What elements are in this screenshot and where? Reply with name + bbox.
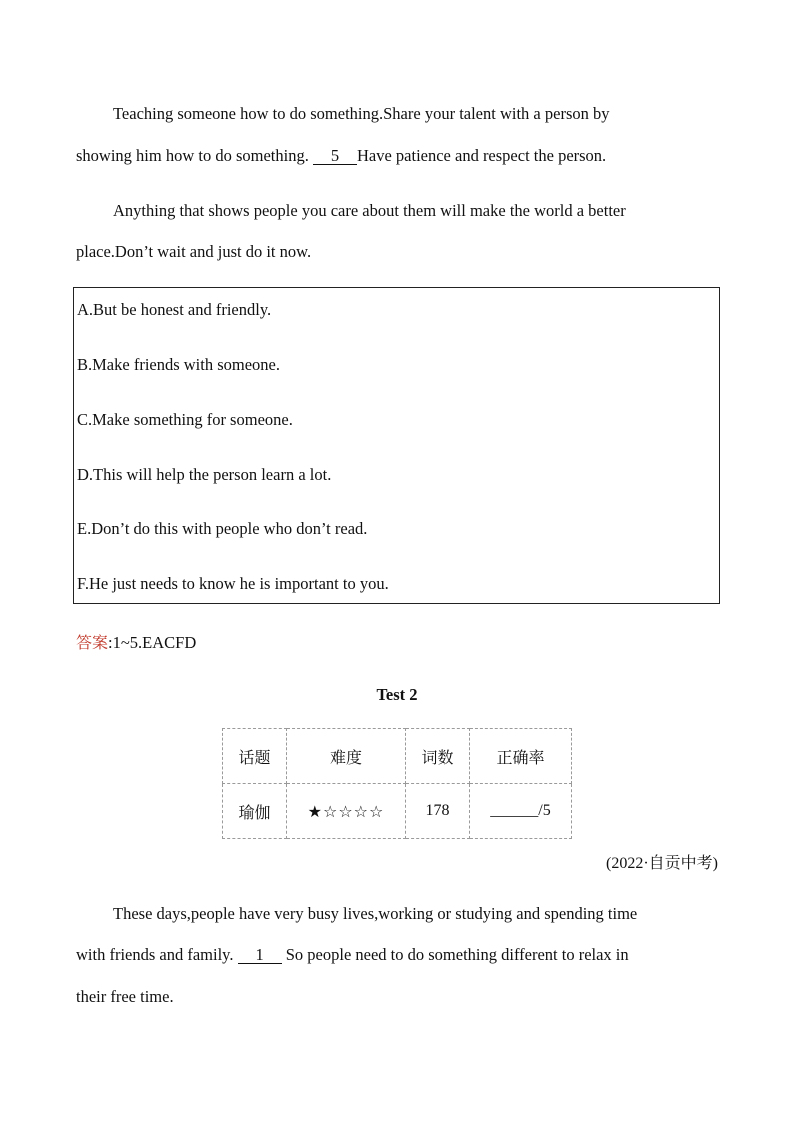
option-e: E.Don’t do this with people who don’t read. <box>77 519 368 538</box>
passage-text: Have patience and respect the person. <box>356 146 607 165</box>
passage-text: So people need to do something different to relax in <box>281 945 629 964</box>
answer-value: :1~5.EACFD <box>108 633 197 652</box>
difficulty-stars: ★☆☆☆☆ <box>287 784 406 839</box>
passage-line: Anything that shows people you care about them will make the world a better <box>113 201 626 220</box>
passage-line: place.Don’t wait and just do it now. <box>76 242 312 261</box>
table-header-row <box>223 729 572 784</box>
options-box <box>73 287 720 604</box>
answer-blank: 5 <box>313 147 357 165</box>
answer-label: 答案 <box>76 633 109 652</box>
passage-line <box>76 146 606 166</box>
option-d: D.This will help the person learn a lot. <box>77 465 332 484</box>
option-a: A.But be honest and friendly. <box>77 300 272 319</box>
header-accuracy: 正确率 <box>470 729 572 784</box>
source-note: (2022·自贡中考) <box>606 855 718 872</box>
header-topic: 话题 <box>223 729 287 784</box>
option-b: B.Make friends with someone. <box>77 355 281 374</box>
header-word-count: 词数 <box>406 729 470 784</box>
cell-accuracy: ______/5 <box>470 784 572 839</box>
passage-line: their free time. <box>76 987 174 1006</box>
option-f: F.He just needs to know he is important to you. <box>77 574 389 593</box>
option-c: C.Make something for someone. <box>77 410 293 429</box>
test-title: Test 2 <box>376 685 418 704</box>
answer-line <box>76 630 196 653</box>
table-row <box>223 784 572 839</box>
passage-text: showing him how to do something. <box>76 146 313 165</box>
cell-word-count: 178 <box>406 784 470 839</box>
passage-line <box>76 945 629 965</box>
answer-blank: 1 <box>238 946 282 964</box>
header-difficulty: 难度 <box>287 729 406 784</box>
passage-text: with friends and family. <box>76 945 238 964</box>
passage-line: Teaching someone how to do something.Share your talent with a person by <box>113 104 610 123</box>
test-info-table <box>222 728 572 839</box>
passage-line: These days,people have very busy lives,working or studying and spending time <box>113 904 638 923</box>
cell-topic: 瑜伽 <box>223 784 287 839</box>
